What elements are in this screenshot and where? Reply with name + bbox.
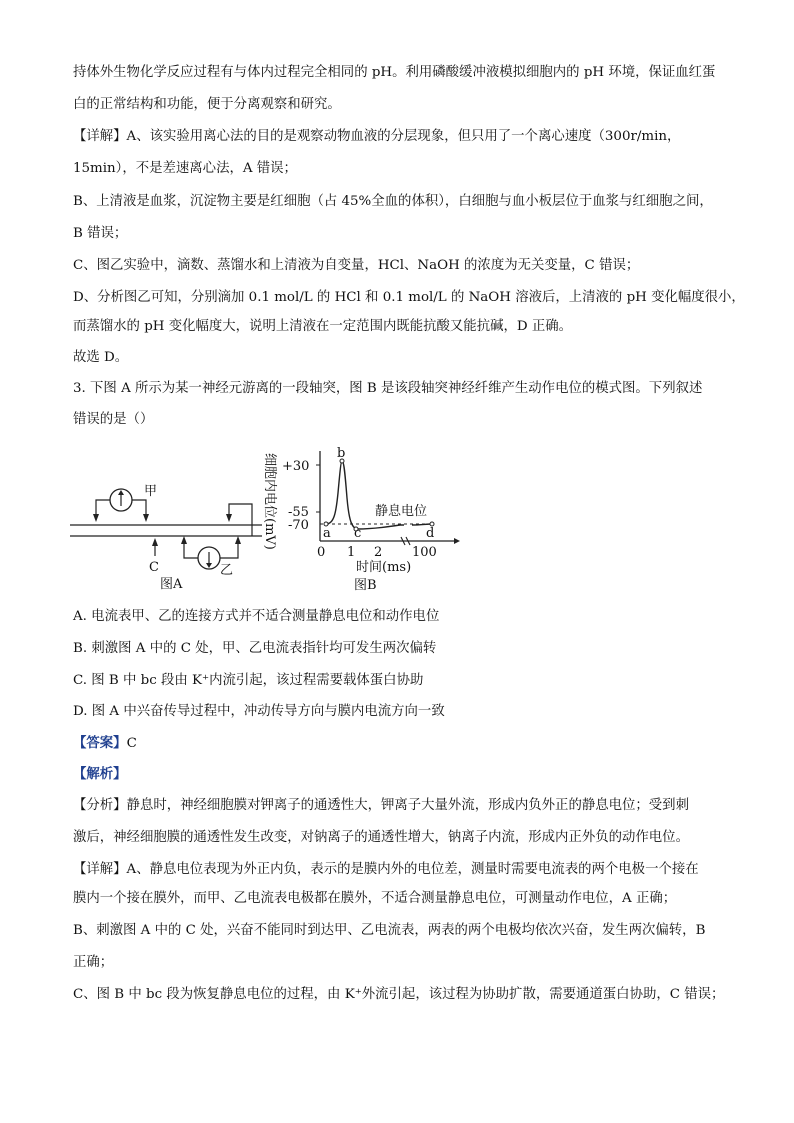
analysis-line: B、刺激图 A 中的 C 处，兴奋不能同时到达甲、乙电流表，两表的两个电极均依次兴奋，发生两次偏转，B [73, 923, 706, 938]
answer-line [73, 734, 137, 753]
paragraph-line: B、上清液是血浆，沉淀物主要是红细胞（占 45%全血的体积），白细胞与血小板层位于血浆与红细胞之间， [73, 194, 713, 209]
electrode-arrow [235, 536, 241, 544]
analysis-line: 【详解】A、静息电位表现为外正内负，表示的是膜内外的电位差，测量时需要电流表的两个电极一个接在 [73, 862, 699, 877]
option-a: A. 电流表甲、乙的连接方式并不适合测量静息电位和动作电位 [73, 609, 440, 624]
answer-value: C [126, 736, 137, 751]
analysis-line: 【分析】静息时，神经细胞膜对钾离子的通透性大，钾离子大量外流，形成内负外正的静息电位；受到刺 [73, 798, 689, 813]
point-label-b: b [337, 446, 346, 461]
electrode-arrow [143, 514, 149, 522]
stimulus-c-arrow [152, 538, 158, 546]
electrode-arrow [181, 536, 187, 544]
point-label-d: d [426, 526, 435, 541]
paragraph-line: 持体外生物化学反应过程有与体内过程完全相同的 pH。利用磷酸缓冲液模拟细胞内的 pH 环境，保证血红蛋 [73, 65, 716, 80]
paragraph-line: B 错误； [73, 226, 128, 241]
y-tick-label: +30 [282, 459, 310, 474]
meter-yi-wire [220, 540, 238, 558]
analysis-line: C、图 B 中 bc 段为恢复静息电位的过程，由 K⁺外流引起，该过程为协助扩散，需要通道蛋白协助，C 错误； [73, 987, 725, 1002]
resting-potential-label: 静息电位 [375, 504, 428, 519]
y-tick-label: -70 [288, 518, 309, 533]
label-c: C [149, 560, 159, 575]
figure-b [262, 443, 462, 595]
question-stem: 3. 下图 A 所示为某一神经元游离的一段轴突，图 B 是该段轴突神经纤维产生动作电位的模式图。下列叙述 [73, 381, 703, 396]
label-jia: 甲 [144, 484, 158, 499]
paragraph-line: 【详解】A、该实验用离心法的目的是观察动物血液的分层现象，但只用了一个离心速度（300r/min， [73, 129, 681, 144]
analysis-heading [73, 765, 127, 784]
figure-b-caption: 图B [354, 578, 377, 593]
point-label-a: a [323, 526, 331, 541]
paragraph-line: 15min），不是差速离心法，A 错误； [73, 161, 297, 176]
paragraph-line: 白的正常结构和功能，便于分离观察和研究。 [73, 97, 341, 112]
x-axis-label: 时间(ms) [356, 560, 412, 575]
answer-tag: 【答案】 [73, 735, 127, 751]
analysis-tag: 【解析】 [73, 766, 127, 782]
point-label-c: c [354, 526, 362, 541]
option-d: D. 图 A 中兴奋传导过程中，冲动传导方向与膜内电流方向一致 [73, 704, 445, 719]
paragraph-line: 而蒸馏水的 pH 变化幅度大，说明上清液在一定范围内既能抗酸又能抗碱，D 正确。 [73, 319, 573, 334]
x-tick-label: 0 [317, 545, 326, 560]
x-axis-arrow [454, 538, 460, 544]
paragraph-line: C、图乙实验中，滴数、蒸馏水和上清液为自变量，HCl、NaOH 的浓度为无关变量，C 错误； [73, 258, 640, 273]
option-c: C. 图 B 中 bc 段由 K⁺内流引起，该过程需要载体蛋白协助 [73, 673, 424, 688]
x-tick-label: 2 [374, 545, 383, 560]
analysis-line: 膜内一个接在膜外，而甲、乙电流表电极都在膜外，不适合测量静息电位，可测量动作电位，A 正确； [73, 891, 677, 906]
right-wire [229, 504, 252, 536]
option-b: B. 刺激图 A 中的 C 处，甲、乙电流表指针均可发生两次偏转 [73, 641, 437, 656]
y-axis-label: 细胞内电位(mV) [262, 453, 277, 550]
y-tick-label: -55 [288, 505, 309, 520]
figure-a-caption: 图A [160, 577, 183, 592]
analysis-line: 正确； [73, 955, 114, 970]
analysis-line: 激后，神经细胞膜的通透性发生改变，对钠离子的通透性增大，钠离子内流，形成内正外负的动作电位。 [73, 830, 689, 845]
question-stem: 错误的是（） [73, 412, 154, 427]
x-tick-label: 1 [347, 545, 356, 560]
electrode-arrow [93, 514, 99, 522]
paragraph-line: 故选 D。 [73, 350, 129, 365]
electrode-arrow [226, 514, 232, 522]
paragraph-line: D、分析图乙可知，分别滴加 0.1 mol/L 的 HCl 和 0.1 mol/L 的 NaOH 溶液后，上清液的 pH 变化幅度很小， [73, 290, 745, 305]
label-yi: 乙 [220, 563, 234, 578]
x-tick-label: 100 [412, 545, 437, 560]
figure-a [70, 470, 270, 595]
